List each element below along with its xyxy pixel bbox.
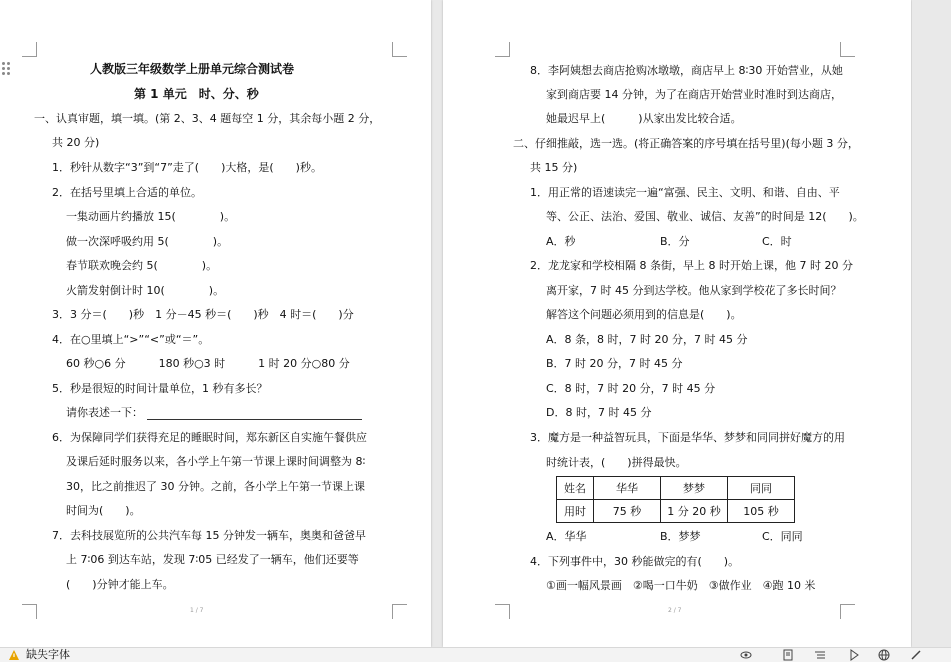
table-row [557,477,795,500]
page-number: 2 / 7 [668,607,682,614]
play-icon[interactable] [848,649,860,661]
table-row [557,500,795,523]
choice-question-1: 等、公正、法治、爱国、敬业、诚信、友善”的时间是 12( )。 [546,210,864,223]
question-7: 上 7∶06 到达车站，发现 7∶05 已经发了一辆车，他们还要等 [66,553,359,566]
globe-icon[interactable] [878,649,890,661]
question-8: 她最迟早上( )从家出发比较合适。 [546,112,742,125]
question-4-item: 60 秒○6 分 180 秒○3 时 1 时 20 分○80 分 [66,357,350,370]
choice-question-3: 时统计表，( )拼得最快。 [546,456,687,469]
table-cell: 姓名 [557,477,594,500]
outline-icon[interactable] [814,649,826,661]
option-b: B．7 时 20 分，7 时 45 分 [546,357,683,370]
section-heading: 共 20 分) [52,136,100,149]
section-heading: 共 15 分) [530,161,578,174]
missing-font-button[interactable]: 缺失字体 [26,648,70,661]
question-2-item: 做一次深呼吸约用 5( )。 [66,235,229,248]
question-1: 1．秒针从数字“3”到“7”走了( )大格，是( )秒。 [52,161,322,174]
option-c: C．8 时，7 时 20 分，7 时 45 分 [546,382,716,395]
question-5-answer [66,406,362,420]
option-d: D．8 时，7 时 45 分 [546,406,652,419]
choice-question-2: 解答这个问题必须用到的信息是( )。 [546,308,742,321]
table-cell: 105 秒 [728,500,795,523]
question-6: 时间为( )。 [66,504,141,517]
status-bar [0,647,951,662]
question-7: 7．去科技展览所的公共汽车每 15 分钟发一辆车，奥奥和爸爸早 [52,529,366,542]
margin-corner-mark [840,42,855,57]
warning-icon [8,649,20,661]
choice-question-2: 2．龙龙家和学校相隔 8 条街，早上 8 时开始上课，他 7 时 20 分 [530,259,853,272]
question-2: 2．在括号里填上合适的单位。 [52,186,202,199]
option-a: A．秒 [546,235,576,248]
section-heading: 二、仔细推敲，选一选。(将正确答案的序号填在括号里)(每小题 3 分， [513,137,859,150]
margin-corner-mark [22,42,37,57]
question-8: 8．李阿姨想去商店抢购冰墩墩，商店早上 8∶30 开始营业，从她 [530,64,843,77]
section-heading: 一、认真审题，填一填。(第 2、3、4 题每空 1 分，其余每小题 2 分， [34,112,381,125]
choice-question-3: 3．魔方是一种益智玩具，下面是华华、梦梦和同同拼好魔方的用 [530,431,845,444]
option-b: B．梦梦 [660,530,701,543]
table-cell: 同同 [728,477,795,500]
margin-corner-mark [392,42,407,57]
choice-question-4: 4．下列事件中，30 秒能做完的有( )。 [530,555,740,568]
option-c: C．同同 [762,530,803,543]
choice-question-4-options: ①画一幅风景画 ②喝一口牛奶 ③做作业 ④跑 10 米 [546,579,816,592]
margin-corner-mark [495,604,510,619]
question-7: ( )分钟才能上车。 [66,578,174,591]
question-2-item: 一集动画片约播放 15( )。 [66,210,236,223]
question-6: 30，比之前推迟了 30 分钟。之前，各小学上午第一节课上课 [66,480,365,493]
option-c: C．时 [762,235,792,248]
question-5-prompt: 请你表述一下： [66,406,143,419]
pen-icon[interactable] [910,649,922,661]
table-cell: 用时 [557,500,594,523]
choice-question-1: 1．用正常的语速读完一遍“富强、民主、文明、和谐、自由、平 [530,186,840,199]
question-4: 4．在○里填上“>”“<”或“＝”。 [52,333,210,346]
unit-subtitle: 第 1 单元 时、分、秒 [134,87,259,101]
option-b: B．分 [660,235,690,248]
page-view-icon[interactable] [782,649,794,661]
question-8: 家到商店要 14 分钟，为了在商店开始营业时准时到达商店， [546,88,842,101]
table-cell: 华华 [594,477,661,500]
drag-handle-icon[interactable] [2,62,12,76]
question-6: 6．为保障同学们获得充足的睡眠时间，郑东新区自实施午餐供应 [52,431,367,444]
page-number: 1 / 7 [190,607,204,614]
vertical-scrollbar[interactable] [912,0,951,647]
table-cell: 1 分 20 秒 [661,500,728,523]
table-cell: 梦梦 [661,477,728,500]
timing-table [556,476,795,523]
margin-corner-mark [840,604,855,619]
option-a: A．8 条，8 时，7 时 20 分，7 时 45 分 [546,333,748,346]
option-a: A．华华 [546,530,587,543]
margin-corner-mark [22,604,37,619]
question-3: 3．3 分＝( )秒 1 分－45 秒＝( )秒 4 时＝( )分 [52,308,354,321]
table-cell: 75 秒 [594,500,661,523]
margin-corner-mark [392,604,407,619]
document-page-1 [0,0,431,647]
answer-blank-line [147,408,362,420]
page-title: 人教版三年级数学上册单元综合测试卷 [90,62,295,76]
question-6: 及课后延时服务以来，各小学上午第一节课上课时间调整为 8∶ [66,455,366,468]
question-2-item: 春节联欢晚会约 5( )。 [66,259,218,272]
question-2-item: 火箭发射倒计时 10( )。 [66,284,225,297]
margin-corner-mark [495,42,510,57]
eye-icon[interactable] [740,649,752,661]
choice-question-2: 离开家，7 时 45 分到达学校。他从家到学校花了多长时间？ [546,284,842,297]
question-5: 5．秒是很短的时间计量单位，1 秒有多长？ [52,382,268,395]
